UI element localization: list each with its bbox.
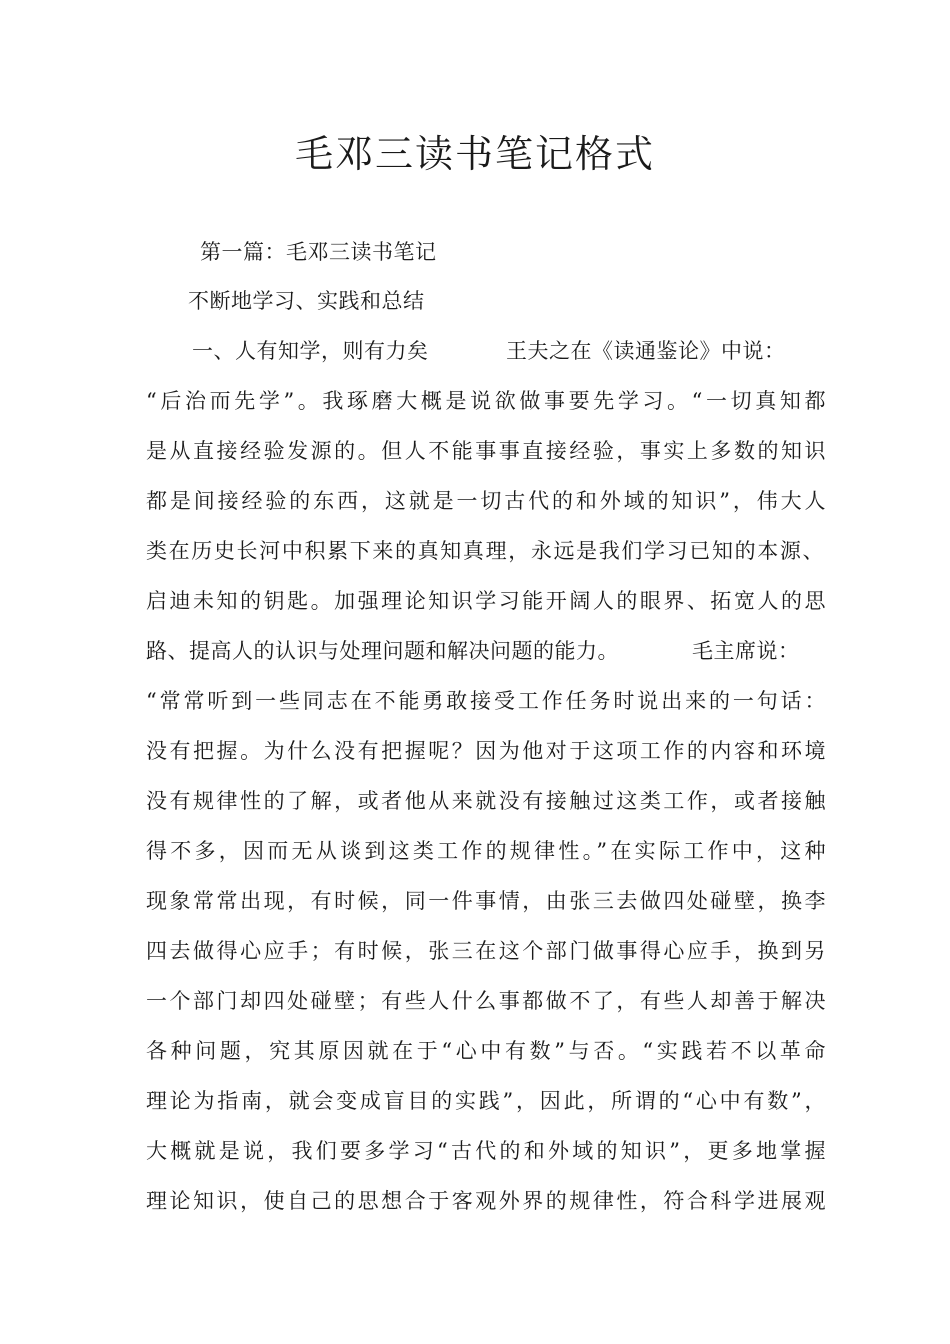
body-line: 王夫之在《读通鉴论》中说： — [506, 339, 786, 363]
body-line: 四去做得心应手；有时候，张三在这个部门做事得心应手，换到另 — [146, 939, 826, 963]
body-line: 一个部门却四处碰壁；有些人什么事都做不了，有些人却善于解决 — [146, 989, 826, 1013]
body-line: 理论为指南，就会变成盲目的实践”，因此，所谓的“心中有数”， — [146, 1089, 826, 1113]
body-line: 毛主席说： — [692, 639, 800, 663]
body-line: “后治而先学”。我琢磨大概是说欲做事要先学习。“一切真知都 — [146, 389, 826, 413]
body-line: 启迪未知的钥匙。加强理论知识学习能开阔人的眼界、拓宽人的思 — [146, 589, 826, 613]
body-line: 没有规律性的了解，或者他从来就没有接触过这类工作，或者接触 — [146, 789, 826, 813]
body-line: 大概就是说，我们要多学习“古代的和外域的知识”，更多地掌握 — [146, 1139, 826, 1163]
document-title: 毛邓三读书笔记格式 — [294, 132, 655, 176]
body-line: 没有把握。为什么没有把握呢？因为他对于这项工作的内容和环境 — [146, 739, 826, 763]
body-line: 都是间接经验的东西，这就是一切古代的和外域的知识”，伟大人 — [146, 489, 826, 513]
point-heading: 一、人有知学，则有力矣 — [192, 339, 429, 363]
body-line: 得不多，因而无从谈到这类工作的规律性。”在实际工作中，这种 — [146, 839, 826, 863]
subheading: 不断地学习、实践和总结 — [188, 289, 425, 313]
body-line: 是从直接经验发源的。但人不能事事直接经验，事实上多数的知识 — [146, 439, 826, 463]
body-line: 理论知识，使自己的思想合于客观外界的规律性，符合科学进展观 — [146, 1189, 826, 1213]
section-heading: 第一篇：毛邓三读书笔记 — [200, 240, 437, 264]
body-line: 路、提高人的认识与处理问题和解决问题的能力。 — [146, 639, 619, 663]
body-line: 各种问题，究其原因就在于“心中有数”与否。“实践若不以革命 — [146, 1039, 826, 1063]
body-line: “常常听到一些同志在不能勇敢接受工作任务时说出来的一句话： — [146, 689, 826, 713]
body-line: 类在历史长河中积累下来的真知真理，永远是我们学习已知的本源、 — [146, 539, 824, 563]
body-line: 现象常常出现，有时候，同一件事情，由张三去做四处碰壁，换李 — [146, 889, 826, 913]
